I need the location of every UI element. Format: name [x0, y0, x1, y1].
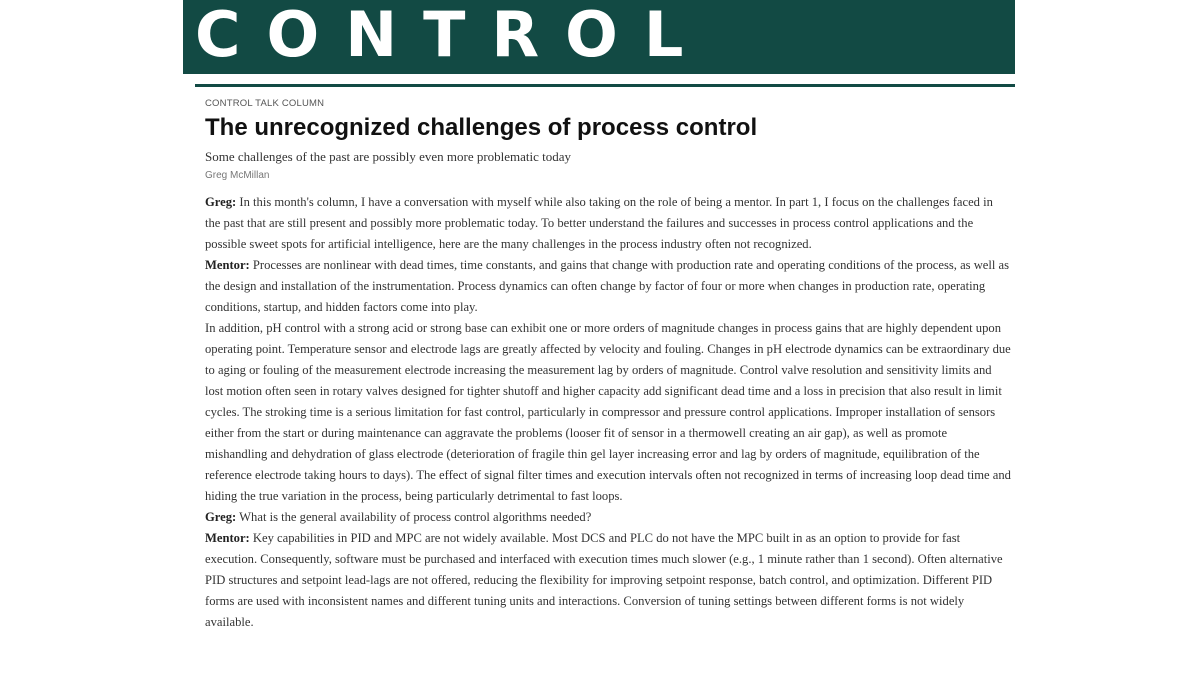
header-divider	[195, 84, 1015, 87]
speaker-label: Greg:	[205, 195, 237, 209]
masthead-banner	[183, 0, 1015, 74]
masthead-logo[interactable]: CONTROL	[195, 0, 710, 71]
article-byline[interactable]: Greg McMillan	[205, 170, 270, 181]
article-body	[205, 192, 1011, 633]
article-paragraph	[205, 255, 1011, 318]
article-paragraph	[205, 192, 1011, 255]
article-subhead: Some challenges of the past are possibly even more problematic today	[205, 149, 572, 164]
paragraph-text: In addition, pH control with a strong acid or strong base can exhibit one or more orders of magnitude changes in process gains that are highly dependent upon operating point. Temperature sensor and electrode lags are greatly affected by velocity and fouling. Changes in pH electrode dynamics can be extraordinary due to aging or fouling of the measurement electrode increasing the measurement lag by orders of magnitude. Control valve resolution and sensitivity limits and lost motion often seen in rotary valves designed for tighter shutoff and higher capacity add significant dead time and a loss in precision that also result in limit cycles. The stroking time is a serious limitation for fast control, particularly in compressor and pressure control applications. Improper installation of sensors either from the start or during maintenance can aggravate the problems (looser fit of sensor in a thermowell creating an air gap), as well as promote mishandling and dehydration of glass electrode (deterioration of fragile thin gel layer increasing error and lag by orders of magnitude, equilibration of the reference electrode taking hours to days). The effect of signal filter times and execution intervals often not recognized in terms of increasing loop dead time and hiding the true variation in the process, being particularly detrimental to fast loops.	[205, 321, 1011, 503]
article-headline: The unrecognized challenges of process control	[205, 114, 758, 141]
paragraph-text: Processes are nonlinear with dead times, time constants, and gains that change with production rate and operating conditions of the process, as well as the design and installation of the instrumentation. Process dynamics can often change by factor of four or more when changes in production rate, operating conditions, startup, and hidden factors come into play.	[205, 258, 1010, 314]
article-kicker[interactable]: CONTROL TALK COLUMN	[205, 98, 325, 109]
speaker-label: Greg:	[205, 510, 237, 524]
article-paragraph	[205, 507, 1011, 528]
article-paragraph	[205, 318, 1011, 507]
paragraph-text: In this month's column, I have a conversation with myself while also taking on the role of being a mentor. In part 1, I focus on the challenges faced in the past that are still present and possibly more problematic today. To better understand the failures and successes in process control applications and the possible sweet spots for artificial intelligence, here are the many challenges in the process industry often not recognized.	[205, 195, 993, 251]
speaker-label: Mentor:	[205, 258, 250, 272]
article-paragraph	[205, 528, 1011, 633]
speaker-label: Mentor:	[205, 531, 250, 545]
article	[205, 98, 1011, 633]
paragraph-text: What is the general availability of process control algorithms needed?	[236, 510, 592, 524]
paragraph-text: Key capabilities in PID and MPC are not widely available. Most DCS and PLC do not have the MPC built in as an option to provide for fast execution. Consequently, software must be purchased and interfaced with execution times much slower (e.g., 1 minute rather than 1 second). Often alternative PID structures and setpoint lead-lags are not offered, reducing the flexibility for improving setpoint response, batch control, and optimization. Different PID forms are used with inconsistent names and different tuning units and interactions. Conversion of tuning settings between different forms is not widely available.	[205, 531, 1003, 629]
